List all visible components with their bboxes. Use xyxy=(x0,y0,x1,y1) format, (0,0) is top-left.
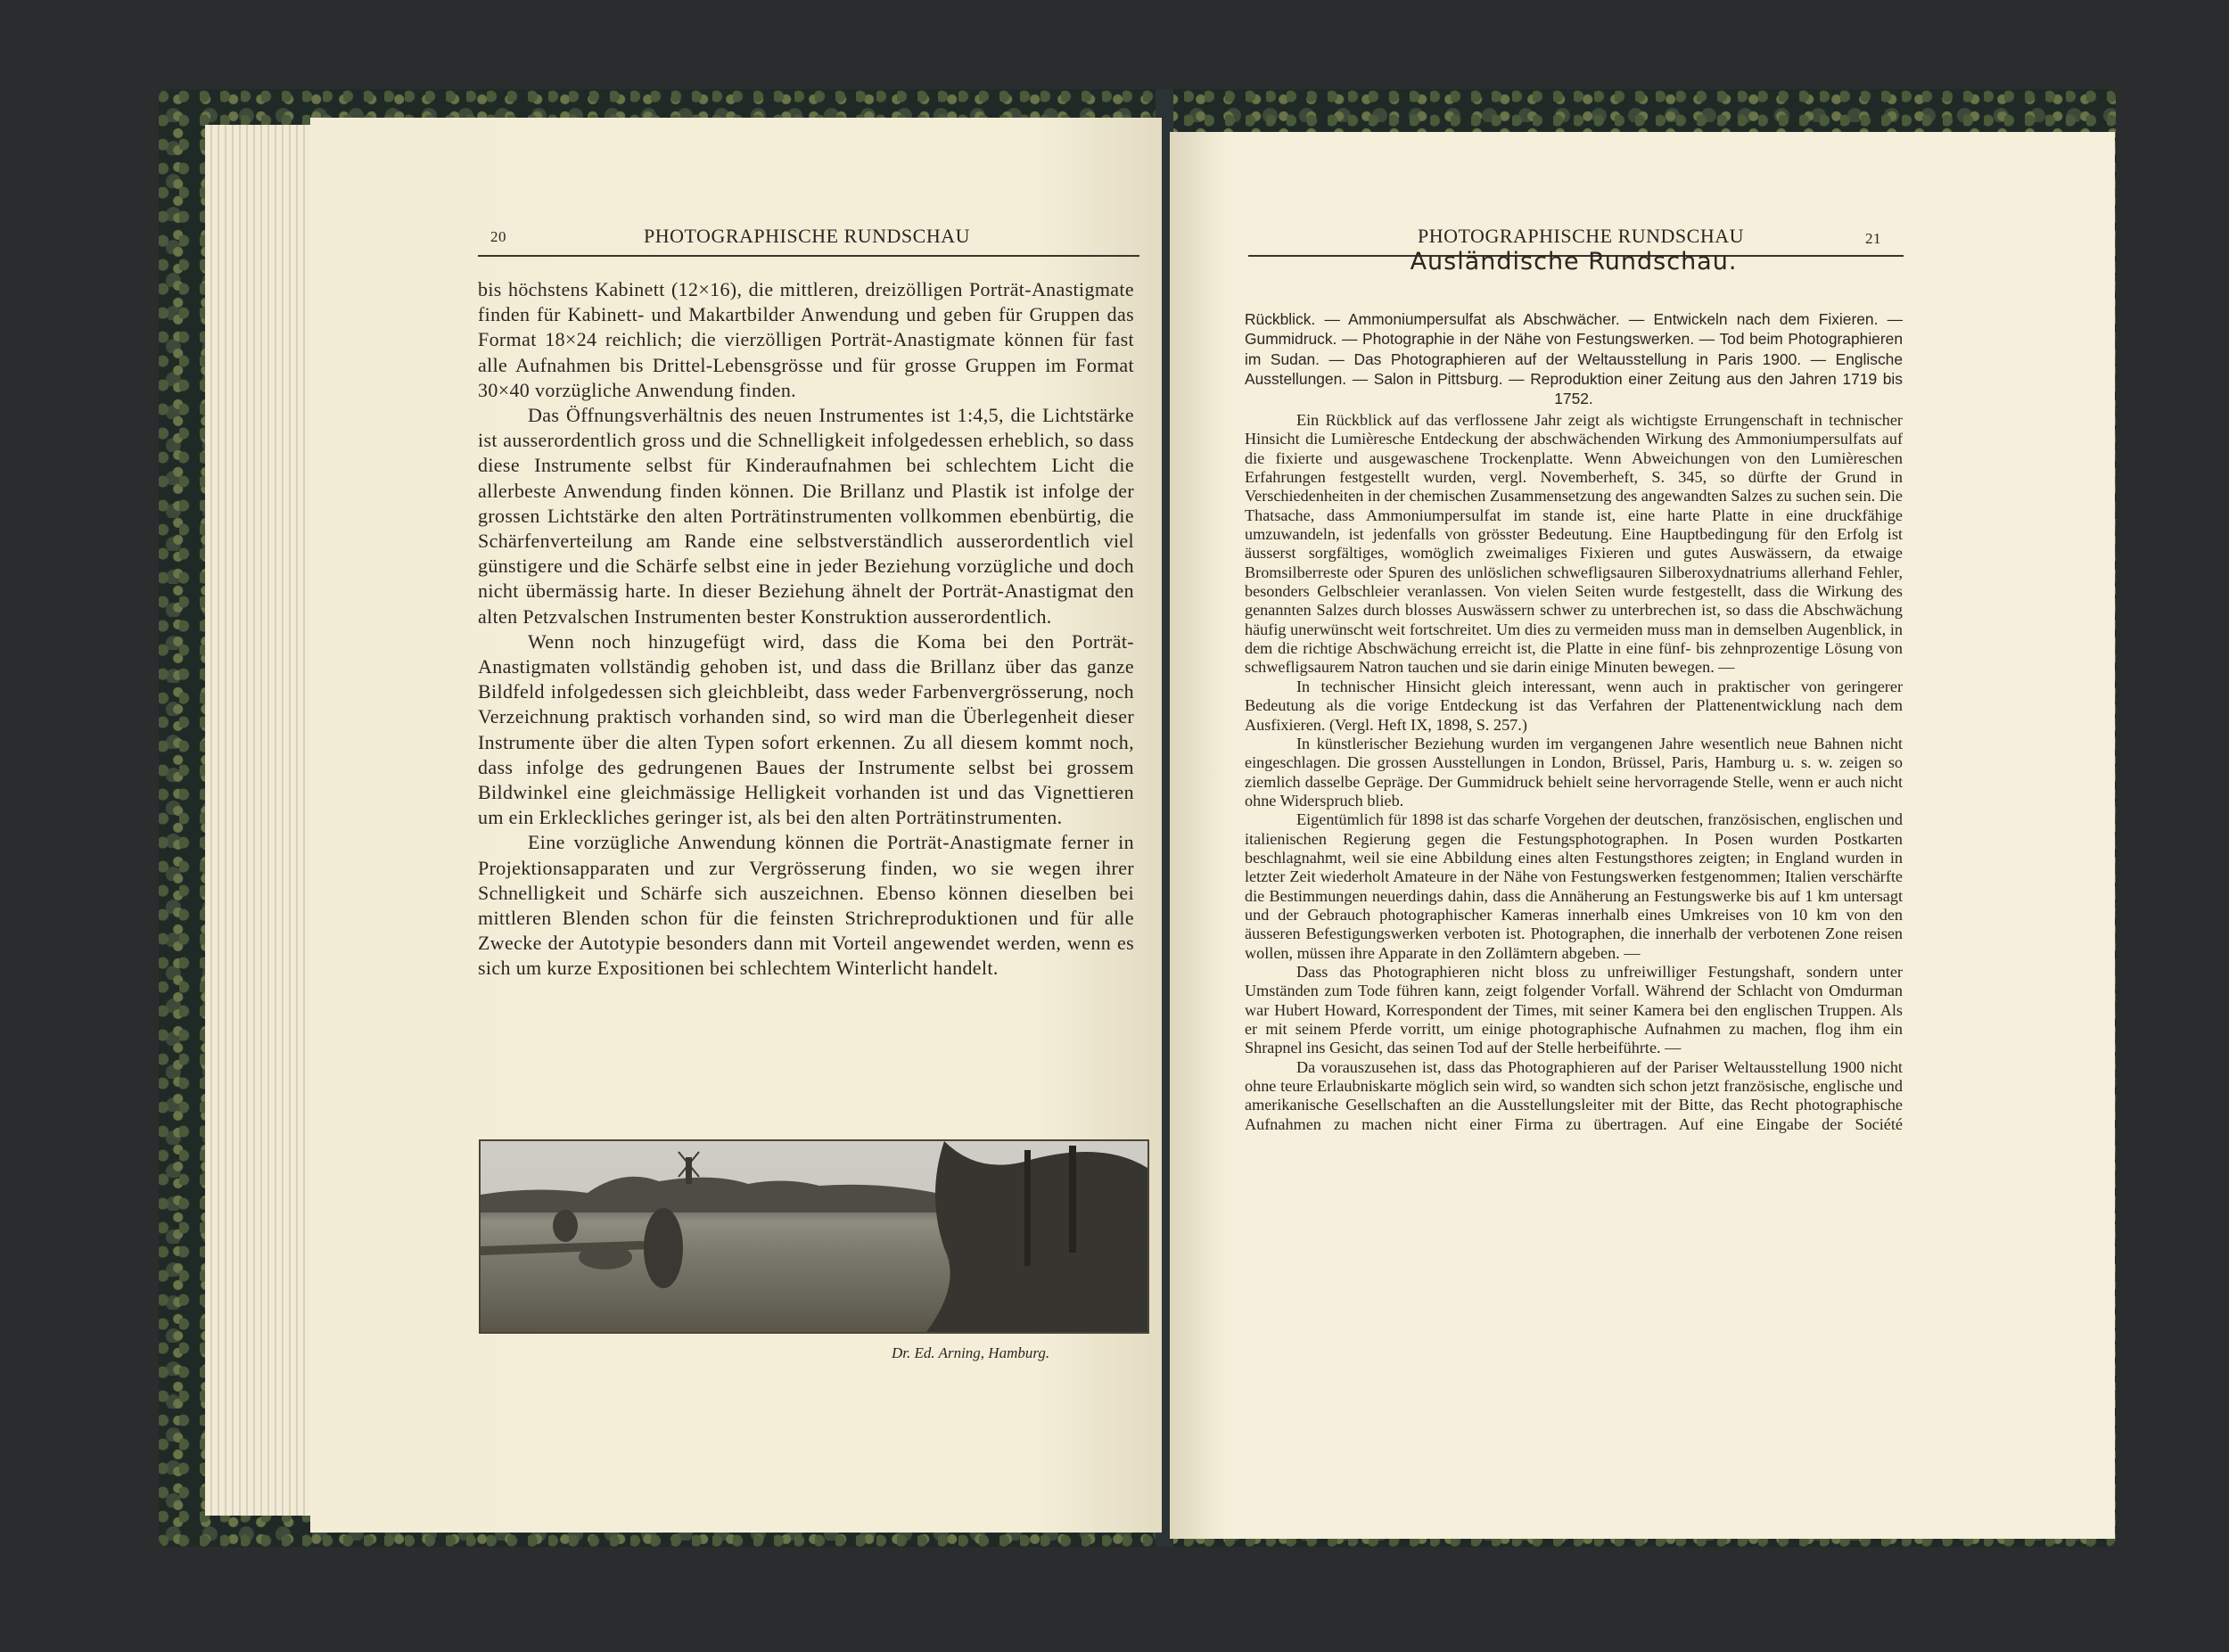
paragraph: Eine vorzügliche Anwendung können die Porträt-Anastigmate ferner in Projektionsapparaten und zur Vergrösserung finden, wo sie wegen ihrer Schnelligkeit und Schärfe sich auszeichnen. Ebenso können dieselben bei mittleren Blenden schon für die feinsten Strichreproduktionen und für alle Zwecke der Autotypie besonders dann mit Vorteil angewendet werden, wenn es sich um kurze Expositionen bei schlechtem Winterlicht handelt. xyxy=(478,831,1134,980)
right-page-number: 21 xyxy=(1865,230,1881,247)
right-body-text xyxy=(1245,411,1903,1134)
article-title: Ausländische Rundschau. xyxy=(1410,248,1738,275)
header-rule xyxy=(478,255,1139,257)
article-summary: Rückblick. — Ammoniumpersulfat als Abschwächer. — Entwickeln nach dem Fixieren. — Gummidruck. — Photographie in der Nähe von Festungswerken. — Tod beim Photographieren im Sudan. — Das Photographieren auf der Weltausstellung in Paris 1900. — Englische Ausstellungen. — Salon in Pittsburg. — Reproduktion einer Zeitung aus den Jahren 1719 bis 1752. xyxy=(1245,310,1903,408)
paragraph: Ein Rückblick auf das verflossene Jahr zeigt als wichtigste Errungenschaft in technischer Hinsicht die Lumièresche Entdeckung der abschwächenden Wirkung des Ammoniumpersulfats auf die fixierte und ausgewaschene Trockenplatte. Wenn Abweichungen von den Lumièreschen Erfahrungen festgestellt wurden, vergl. Novemberheft, S. 345, so dürfte der Grund in Verschiedenheiten in der chemischen Zusammensetzung des angewandten Salzes zu suchen sein. Die Thatsache, dass Ammoniumpersulfat im stande ist, eine harte Platte in eine druckfähige umzuwandeln, ist jedenfalls von grösster Bedeutung. Eine Hauptbedingung für den Erfolg ist äusserst sorgfältiges, womöglich zweimaliges Fixieren und gutes Auswässern, da etwaige Bromsilberreste oder Spuren des unlöslichen schwefligsauren Silberoxydnatriums allerhand Fehler, besonders Gelbschleier veranlassen. Von vielen Seiten wurde festgestellt, dass die Wirkung des genannten Salzes durch blosses Auswässern schwer zu unterbrechen ist, so dass die Abschwächung häufig unerwünscht weit fortschreitet. Um dies zu vermeiden muss man in demselben Augenblick, in dem die richtige Abschwächung erreicht ist, die Platte in eine fünf- bis zehnprozentige Lösung von schwefligsaurem Natron tauchen und sie darin einige Minuten bewegen. — xyxy=(1245,411,1903,677)
paragraph: In künstlerischer Beziehung wurden im vergangenen Jahre wesentlich neue Bahnen nicht eingeschlagen. Die grossen Ausstellungen in London, Brüssel, Paris, Hamburg u. s. w. zeigen so ziemlich dasselbe Gepräge. Der Gummidruck behielt seine hervorragende Stelle, wenn er auch nicht ohne Widerspruch blieb. xyxy=(1245,734,1903,810)
page-edges xyxy=(205,125,312,1516)
paragraph: Eigentümlich für 1898 ist das scharfe Vorgehen der deutschen, französischen, englischen und italienischen Regierung gegen die Festungsphotographen. In Posen wurden Postkarten beschlagnahmt, weil sie eine Abbildung eines alten Festungsthores zeigten; in England wurden in letzter Zeit wiederholt Amateure in der Nähe von Festungswerken festgenommen; Italien verschärfte die Bestimmungen neuerdings dahin, dass die Annäherung an Festungswerke bis auf 1 km untersagt und der Gebrauch photographischer Kameras innerhalb eines Umkreises von 10 km von den äusseren Befestigungswerken verboten ist. Photographen, die innerhalb der verbotenen Zone reisen wollen, müssen ihre Apparate in den Zollämtern abgeben. — xyxy=(1245,810,1903,962)
photo-caption: Dr. Ed. Arning, Hamburg. xyxy=(892,1344,1050,1361)
left-running-head: PHOTOGRAPHISCHE RUNDSCHAU xyxy=(644,225,970,247)
left-body-text xyxy=(478,277,1134,982)
paragraph: In technischer Hinsicht gleich interessant, wenn auch in praktischer von geringerer Bedeutung als die vorige Entdeckung ist das Verfahren der Plattenentwicklung nach dem Ausfixieren. (Vergl. Heft IX, 1898, S. 257.) xyxy=(1245,677,1903,734)
landscape-photo xyxy=(479,1139,1149,1334)
paragraph: Dass das Photographieren nicht bloss zu unfreiwilliger Festungshaft, sondern unter Umständen zum Tode führen kann, zeigt folgender Vorfall. Während der Schlacht von Omdurman war Hubert Howard, Korrespondent der Times, mit seiner Kamera bei den englischen Truppen. Als er mit seinem Pferde vorritt, um einige photographische Aufnahmen zu machen, flog ihm ein Shrapnel ins Gesicht, das seinen Tod auf der Stelle herbeiführte. — xyxy=(1245,962,1903,1057)
right-running-head: PHOTOGRAPHISCHE RUNDSCHAU xyxy=(1418,225,1744,247)
paragraph: Das Öffnungsverhältnis des neuen Instrumentes ist 1:4,5, die Lichtstärke ist ausserordentlich gross und die Schnelligkeit infolgedessen erheblich, so dass diese Instrumente selbst für Kinderaufnahmen bei schlechtem Licht die allerbeste Anwendung finden können. Die Brillanz und Plastik ist infolge der grossen Lichtstärke den alten Porträtinstrumenten vollkommen ebenbürtig, die Schärfenverteilung am Rande eine selbstverständlich ausserordentlich viel günstigere und die Schärfe selbst eine in jeder Beziehung vorzügliche und doch nicht übermässig harte. In dieser Beziehung ähnelt der Porträt-Anastigmat den alten Petzvalschen Instrumenten bester Konstruktion ausserordentlich. xyxy=(478,404,1134,628)
paragraph: Da vorauszusehen ist, dass das Photographieren auf der Pariser Weltausstellung 1900 nicht ohne teure Erlaubniskarte möglich sein wird, so wandten sich schon jetzt französische, englische und amerikanische Gesellschaften an die Ausstellungsleiter mit der Bitte, das Recht photographische Aufnahmen zu machen nicht einer Firma zu übertragen. Auf eine Eingabe der Société xyxy=(1245,1057,1903,1133)
paragraph: bis höchstens Kabinett (12×16), die mittleren, dreizölligen Porträt-Anastigmate finden für Kabinett- und Makartbilder Anwendung und geben für Gruppen das Format 18×24 reichlich; die vierzölligen Porträt-Anastigmate können für fast alle Aufnahmen bis Drittel-Lebensgrösse und für grosse Gruppen im Format 30×40 vorzügliche Anwendung finden. xyxy=(478,278,1134,401)
paragraph: Wenn noch hinzugefügt wird, dass die Koma bei den Porträt-Anastigmaten vollständig gehoben ist, und dass die Brillanz über das ganze Bildfeld infolgedessen sich gleichbleibt, dass weder Farbenvergrösserung, noch Verzeichnung praktisch vorhanden sind, so wird man die Überlegenheit dieser Instrumente über die alten Typen sofort erkennen. Zu all diesem kommt noch, dass infolge des gedrungenen Baues der Instrumente selbst bei grossem Bildwinkel eine gleichmässige Helligkeit vorhanden ist und das Vignettieren um ein Erkleckliches geringer ist, als bei den alten Porträtinstrumenten. xyxy=(478,629,1134,829)
left-page-number: 20 xyxy=(490,228,506,245)
landscape-photo-drawing xyxy=(481,1141,1147,1332)
